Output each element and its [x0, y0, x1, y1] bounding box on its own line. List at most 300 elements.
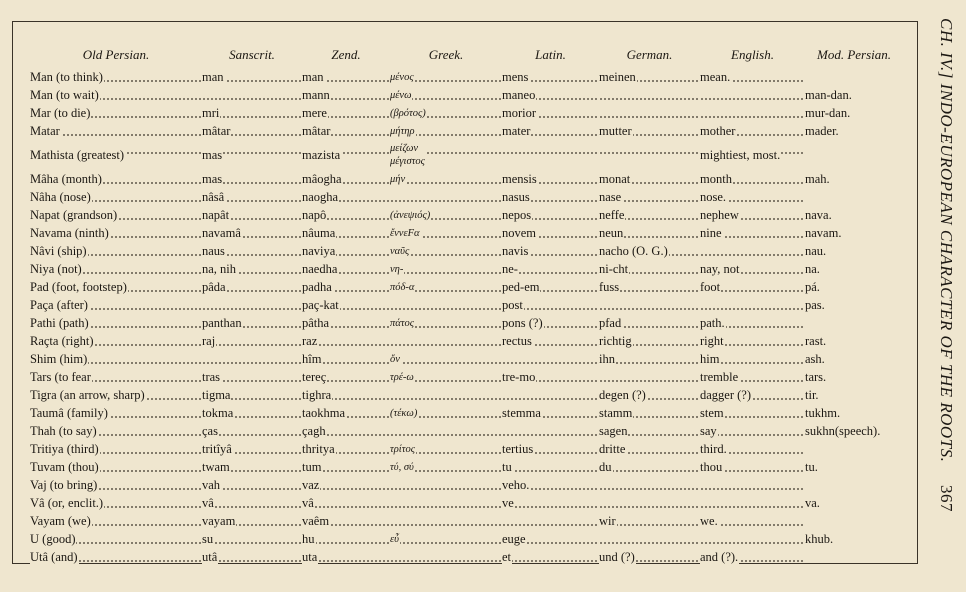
table-cell	[202, 368, 302, 386]
table-cell	[202, 140, 302, 170]
cell-text: dagger (?)	[700, 388, 752, 402]
table-row	[30, 242, 903, 260]
table-cell	[599, 368, 700, 386]
table-row	[30, 494, 903, 512]
table-cell	[599, 206, 700, 224]
cell-text: paç-kat	[302, 298, 339, 312]
cell-text: nâuma	[302, 226, 336, 240]
table-cell	[30, 440, 202, 458]
cell-text: mere	[302, 106, 327, 120]
table-cell	[30, 296, 202, 314]
table-cell	[302, 386, 390, 404]
table-cell	[502, 206, 599, 224]
cell-text: tremble	[700, 370, 739, 384]
cell-text: navis	[502, 244, 529, 258]
table-cell	[502, 404, 599, 422]
table-cell	[599, 512, 700, 530]
table-cell	[700, 278, 805, 296]
table-cell	[700, 170, 805, 188]
column-header: Greek.	[428, 47, 464, 62]
table-cell	[202, 458, 302, 476]
table-cell	[700, 368, 805, 386]
table-cell	[805, 242, 903, 260]
table-cell	[30, 368, 202, 386]
cell-text: Tigra (an arrow, sharp)	[30, 388, 145, 402]
cell-text: mah.	[805, 172, 830, 186]
table-cell	[805, 458, 903, 476]
cell-text: month	[700, 172, 732, 186]
table-cell	[599, 278, 700, 296]
table-cell	[390, 476, 502, 494]
table-cell	[30, 260, 202, 278]
table-cell	[502, 68, 599, 86]
cell-text	[599, 496, 600, 510]
table-cell	[390, 242, 502, 260]
table-cell	[599, 104, 700, 122]
cell-text: vaz	[302, 478, 320, 492]
table-cell	[805, 104, 903, 122]
cell-text: man	[202, 70, 224, 84]
table-row	[30, 512, 903, 530]
table-cell	[302, 260, 390, 278]
table-cell	[302, 296, 390, 314]
cell-text	[390, 336, 391, 347]
cell-text: πόδ-α	[390, 282, 415, 293]
cell-text: ças	[202, 424, 218, 438]
table-row	[30, 314, 903, 332]
cell-text: naviya	[302, 244, 336, 258]
cell-text: mâogha	[302, 172, 342, 186]
table-cell	[805, 476, 903, 494]
table-cell	[599, 68, 700, 86]
table-cell	[599, 242, 700, 260]
table-cell	[202, 188, 302, 206]
table-cell	[390, 224, 502, 242]
cell-text: tars.	[805, 370, 827, 384]
table-cell	[202, 530, 302, 548]
cell-text	[390, 516, 391, 527]
cell-text: Tuvam (thou)	[30, 460, 99, 474]
cell-text	[502, 514, 503, 528]
table-cell	[502, 188, 599, 206]
cell-text: meinen	[599, 70, 636, 84]
cell-text: τύ, σύ	[390, 462, 414, 473]
table-cell	[502, 104, 599, 122]
cell-text	[700, 106, 701, 120]
table-cell	[805, 494, 903, 512]
cell-text: du	[599, 460, 612, 474]
table-cell	[502, 530, 599, 548]
table-cell	[700, 242, 805, 260]
cell-text: Mar (to die)	[30, 106, 91, 120]
cell-text: nase	[599, 190, 622, 204]
table-cell	[599, 86, 700, 104]
cell-text	[599, 370, 600, 384]
column-header: Latin.	[535, 47, 566, 62]
cell-text: naogha	[302, 190, 339, 204]
cell-text: post	[502, 298, 523, 312]
cell-text: mensis	[502, 172, 537, 186]
table-cell	[805, 278, 903, 296]
table-row	[30, 530, 903, 548]
cell-text	[700, 496, 701, 510]
table-cell	[599, 140, 700, 170]
table-cell	[202, 476, 302, 494]
cell-text: sagen	[599, 424, 628, 438]
table-cell	[390, 296, 502, 314]
cell-text: tritîyâ	[202, 442, 232, 456]
cell-text: Nâha (nose)	[30, 190, 91, 204]
cell-text: neun	[599, 226, 624, 240]
table-row	[30, 170, 903, 188]
table-cell	[599, 122, 700, 140]
cell-text: vâ	[202, 496, 214, 510]
cell-text	[700, 244, 701, 258]
cell-text: ἔννεFα	[390, 228, 420, 239]
cell-text: veho.	[502, 478, 530, 492]
table-cell	[700, 422, 805, 440]
table-row	[30, 224, 903, 242]
cell-text: vah	[202, 478, 221, 492]
cell-text: μένος	[390, 72, 414, 83]
cell-text: taokhma	[302, 406, 346, 420]
table-cell	[302, 188, 390, 206]
table-cell	[599, 260, 700, 278]
cell-text: Navama (ninth)	[30, 226, 109, 240]
table-row	[30, 350, 903, 368]
cell-text	[390, 390, 391, 401]
table-cell	[700, 314, 805, 332]
table-cell	[502, 458, 599, 476]
table-cell	[502, 440, 599, 458]
cell-text: Vayam (we)	[30, 514, 91, 528]
cell-text	[599, 106, 600, 120]
header-row	[30, 47, 903, 68]
cell-text: maneo	[502, 88, 536, 102]
table-row	[30, 86, 903, 104]
cell-text: Man (to wait)	[30, 88, 99, 102]
table-cell	[502, 512, 599, 530]
table-cell	[599, 350, 700, 368]
cell-text: (ἀνεψιός)	[390, 210, 431, 221]
table-cell	[302, 350, 390, 368]
table-cell	[700, 404, 805, 422]
column-header: English.	[731, 47, 774, 62]
cell-text: man-dan.	[805, 88, 852, 102]
cell-text: Man (to think)	[30, 70, 103, 84]
table-cell	[302, 512, 390, 530]
cell-text: na.	[805, 262, 820, 276]
cell-text: na, nih	[202, 262, 237, 276]
cell-text: mightiest, most.	[700, 148, 781, 162]
cell-text: mri	[202, 106, 220, 120]
cell-text: tu.	[805, 460, 818, 474]
table-cell	[202, 206, 302, 224]
table-cell	[30, 278, 202, 296]
cell-text: Tars (to fear	[30, 370, 91, 384]
cell-text: thritya	[302, 442, 335, 456]
table-cell	[302, 530, 390, 548]
cell-text: tertius	[502, 442, 534, 456]
table-cell	[502, 170, 599, 188]
table-cell	[700, 224, 805, 242]
cell-text	[599, 148, 600, 162]
table-cell	[502, 476, 599, 494]
cell-text: dritte	[599, 442, 626, 456]
table-cell	[599, 530, 700, 548]
table-cell	[202, 278, 302, 296]
cell-text: mâtar	[202, 124, 231, 138]
table-cell	[390, 404, 502, 422]
table-cell	[390, 368, 502, 386]
table-cell	[202, 260, 302, 278]
table-cell	[700, 332, 805, 350]
column-header: Mod. Persian.	[816, 47, 892, 62]
cell-text: nose.	[700, 190, 727, 204]
cell-text: monat	[599, 172, 631, 186]
cell-text	[202, 352, 203, 366]
cell-text: ni-cht	[599, 262, 629, 276]
cell-text: him	[700, 352, 720, 366]
table-cell	[390, 278, 502, 296]
etymology-table	[30, 47, 903, 566]
cell-text: naedha	[302, 262, 338, 276]
table-cell	[502, 224, 599, 242]
table-cell	[30, 86, 202, 104]
cell-text: napô	[302, 208, 327, 222]
table-body	[30, 68, 903, 566]
table-cell	[700, 296, 805, 314]
table-cell	[30, 206, 202, 224]
table-cell	[390, 188, 502, 206]
cell-text	[502, 352, 503, 366]
cell-text	[390, 192, 391, 203]
cell-text	[700, 478, 701, 492]
cell-text	[202, 88, 203, 102]
table-cell	[390, 260, 502, 278]
cell-text: mother	[700, 124, 736, 138]
cell-text: Niya (not)	[30, 262, 82, 276]
table-row	[30, 296, 903, 314]
table-cell	[202, 422, 302, 440]
cell-text: panthan	[202, 316, 242, 330]
cell-text: nau.	[805, 244, 827, 258]
cell-text: tighra	[302, 388, 332, 402]
table-cell	[502, 494, 599, 512]
table-row	[30, 404, 903, 422]
cell-text: right	[700, 334, 724, 348]
cell-text: mazista	[302, 148, 341, 162]
cell-text: μήν	[390, 174, 406, 185]
cell-text: third.	[700, 442, 727, 456]
table-cell	[599, 404, 700, 422]
table-cell	[202, 122, 302, 140]
cell-text: ihn	[599, 352, 615, 366]
table-cell	[202, 170, 302, 188]
table-cell	[30, 188, 202, 206]
cell-text: rast.	[805, 334, 827, 348]
page-heading: INDO-EUROPEAN CHARACTER OF THE ROOTS.	[937, 83, 956, 463]
table-cell	[805, 368, 903, 386]
cell-text	[202, 298, 203, 312]
table-cell	[30, 494, 202, 512]
table-cell	[302, 278, 390, 296]
cell-text: hîm	[302, 352, 322, 366]
table-cell	[502, 368, 599, 386]
table-cell	[302, 206, 390, 224]
table-cell	[302, 86, 390, 104]
cell-text: sukhn(speech).	[805, 424, 881, 438]
table-cell	[502, 422, 599, 440]
table-cell	[390, 170, 502, 188]
cell-text: rectus	[502, 334, 532, 348]
cell-text: pfad	[599, 316, 622, 330]
table-cell	[599, 224, 700, 242]
cell-text: nephew	[700, 208, 739, 222]
table-cell	[302, 404, 390, 422]
table-cell	[700, 530, 805, 548]
cell-text: novem	[502, 226, 537, 240]
table-cell	[30, 314, 202, 332]
table-cell	[502, 314, 599, 332]
table-cell	[30, 224, 202, 242]
table-cell	[502, 260, 599, 278]
cell-text: Thah (to say)	[30, 424, 97, 438]
table-cell	[805, 404, 903, 422]
table-cell	[502, 548, 599, 566]
chapter-label: CH. IV.]	[937, 18, 956, 79]
column-header: German.	[626, 47, 673, 62]
cell-text: utâ	[202, 550, 218, 564]
table-cell	[700, 122, 805, 140]
cell-text: man	[302, 70, 324, 84]
table-row	[30, 278, 903, 296]
cell-text: pâtha	[302, 316, 330, 330]
table-cell	[502, 350, 599, 368]
table-cell	[302, 494, 390, 512]
cell-text: morior	[502, 106, 537, 120]
cell-text: tu	[502, 460, 512, 474]
cell-text: ped-em	[502, 280, 540, 294]
cell-text: εὖ	[390, 534, 399, 545]
table-cell	[700, 458, 805, 476]
cell-text: navamâ	[202, 226, 241, 240]
cell-text: stem	[700, 406, 724, 420]
table-cell	[30, 512, 202, 530]
table-cell	[30, 140, 202, 170]
cell-text: vâ	[302, 496, 314, 510]
table-row	[30, 68, 903, 86]
cell-text: tre-mo	[502, 370, 536, 384]
table-cell	[805, 332, 903, 350]
cell-text: ὅν	[390, 354, 400, 365]
table-cell	[202, 332, 302, 350]
table-cell	[302, 122, 390, 140]
cell-text: Vâ (or, enclit.)	[30, 496, 104, 510]
cell-text	[599, 298, 600, 312]
cell-text: tokma	[202, 406, 234, 420]
table-row	[30, 332, 903, 350]
table-row	[30, 458, 903, 476]
table-cell	[390, 314, 502, 332]
table-cell	[202, 548, 302, 566]
cell-text: raz	[302, 334, 318, 348]
column-header: Sanscrit.	[229, 47, 275, 62]
table-cell	[302, 224, 390, 242]
table-cell	[202, 494, 302, 512]
table-cell	[805, 68, 903, 86]
cell-text: Pad (foot, footstep)	[30, 280, 127, 294]
cell-text: nâsâ	[202, 190, 225, 204]
page-number: 367	[937, 485, 956, 513]
table-cell	[390, 86, 502, 104]
cell-text: Matar	[30, 124, 60, 138]
cell-text: νη-	[390, 264, 404, 275]
table-cell	[599, 170, 700, 188]
table-cell	[302, 140, 390, 170]
table-cell	[30, 332, 202, 350]
table-cell	[700, 476, 805, 494]
table-cell	[700, 86, 805, 104]
table-cell	[599, 548, 700, 566]
cell-text: πάτος	[390, 318, 415, 329]
table-row	[30, 440, 903, 458]
table-row	[30, 188, 903, 206]
table-cell	[502, 86, 599, 104]
table-cell	[202, 86, 302, 104]
cell-text	[700, 298, 701, 312]
cell-text: (βρότος)	[390, 108, 426, 119]
table-cell	[599, 476, 700, 494]
cell-text: nepos	[502, 208, 532, 222]
table-cell	[30, 476, 202, 494]
cell-text: Paça (after)	[30, 298, 88, 312]
cell-text: su	[202, 532, 214, 546]
cell-text: mur-dan.	[805, 106, 851, 120]
table-cell	[599, 422, 700, 440]
table-cell	[202, 242, 302, 260]
cell-text: mens	[502, 70, 529, 84]
cell-text	[502, 424, 503, 438]
cell-text: Napat (grandson)	[30, 208, 118, 222]
cell-text	[599, 478, 600, 492]
cell-text: fuss	[599, 280, 620, 294]
cell-text: tras	[202, 370, 221, 384]
cell-text: Shim (him)	[30, 352, 88, 366]
table-row	[30, 122, 903, 140]
table-cell	[805, 512, 903, 530]
cell-text: napât	[202, 208, 230, 222]
cell-text: (τέκω)	[390, 408, 418, 419]
cell-text: euge	[502, 532, 526, 546]
table-cell	[390, 332, 502, 350]
table-cell	[202, 314, 302, 332]
cell-text	[502, 388, 503, 402]
cell-text: tigma	[202, 388, 231, 402]
table-cell	[599, 494, 700, 512]
cell-text: nava.	[805, 208, 832, 222]
table-cell	[390, 494, 502, 512]
table-cell	[502, 140, 599, 170]
table-cell	[700, 548, 805, 566]
table-cell	[700, 68, 805, 86]
table-cell	[202, 440, 302, 458]
table-cell	[700, 206, 805, 224]
table-cell	[805, 350, 903, 368]
cell-text: khub.	[805, 532, 834, 546]
cell-text: hu	[302, 532, 315, 546]
cell-text: tum	[302, 460, 322, 474]
